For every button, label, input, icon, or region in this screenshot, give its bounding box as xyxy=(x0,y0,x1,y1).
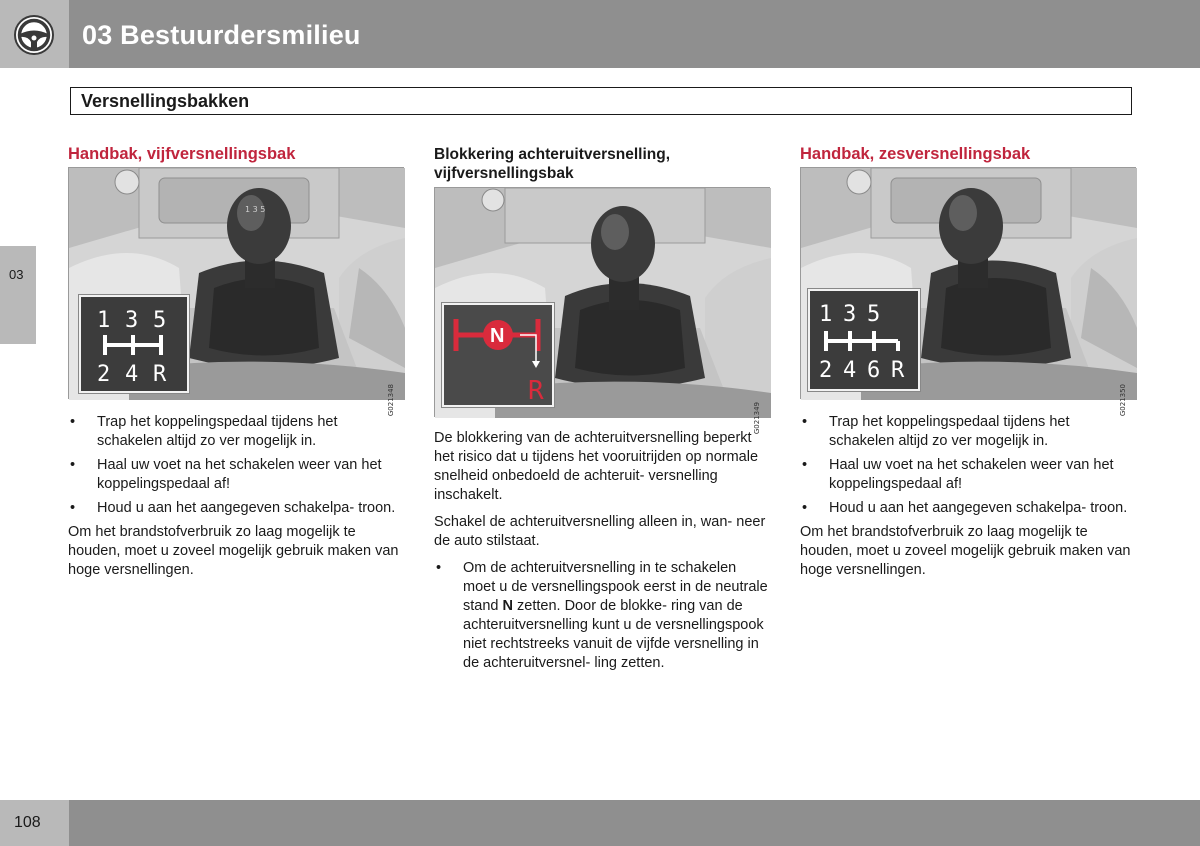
svg-text:1 3 5: 1 3 5 xyxy=(245,205,266,214)
page-number: 108 xyxy=(14,814,41,831)
reverse-lock-diagram xyxy=(442,303,554,407)
figure-code: G021349 xyxy=(753,402,761,435)
bullet-dot: • xyxy=(436,560,442,576)
column-reverse-lock xyxy=(434,145,770,678)
bullet-list xyxy=(434,559,770,673)
pattern-top-1: 1 xyxy=(97,308,111,333)
figure-five-speed xyxy=(68,167,404,417)
chapter-header xyxy=(0,0,1200,68)
pattern-bottom-6: 6 xyxy=(867,358,881,383)
pattern-top-5: 5 xyxy=(153,308,167,333)
reverse-label: R xyxy=(528,376,544,406)
pattern-top-1: 1 xyxy=(819,302,833,327)
figure-reverse-lock xyxy=(434,187,770,435)
bullet-list xyxy=(800,413,1136,518)
heading-reverse-lock: Blokkering achteruitversnelling, vijfversnellingsbak xyxy=(434,146,671,182)
list-item: • Om de achteruitversnelling in te schakelen moet u de versnellingspook eerst in de neutrale stand N zetten. Door de blokke- ring van de achteruitversnelling kunt u de versnellingspook niet rechtstreeks vanuit de vijfde versnelling in de achteruitversnel- ling zetten. xyxy=(436,560,768,671)
chapter-side-tab xyxy=(0,246,36,344)
pattern-bottom-4: 4 xyxy=(843,358,857,383)
body-paragraph: Schakel de achteruitversnelling alleen in, wan- neer de auto stilstaat. xyxy=(434,514,766,549)
steering-wheel-icon xyxy=(13,14,55,56)
figure-six-speed xyxy=(800,167,1136,417)
pattern-bottom-r: R xyxy=(891,358,905,383)
shift-pattern-six-speed xyxy=(808,289,920,391)
pattern-bottom-2: 2 xyxy=(97,362,111,387)
shift-pattern-five-speed xyxy=(79,295,189,393)
heading-five-speed: Handbak, vijfversnellingsbak xyxy=(68,145,296,163)
bullet-dot: • xyxy=(802,414,808,430)
body-paragraph: Om het brandstofverbruik zo laag mogelijk te houden, moet u zoveel mogelijk gebruik maken van hoge versnellingen. xyxy=(800,524,1131,578)
heading-six-speed: Handbak, zesversnellingsbak xyxy=(800,145,1031,163)
pattern-top-5: 5 xyxy=(867,302,881,327)
neutral-label: N xyxy=(490,325,505,347)
pattern-top-3: 3 xyxy=(125,308,139,333)
bullet-list xyxy=(68,413,404,518)
column-five-speed xyxy=(68,145,404,586)
bullet-dot: • xyxy=(70,457,76,473)
list-item: • Haal uw voet na het schakelen weer van het koppelingspedaal af! xyxy=(802,457,1114,492)
bullet-dot: • xyxy=(70,414,76,430)
pattern-bottom-2: 2 xyxy=(819,358,833,383)
bullet-dot: • xyxy=(802,500,808,516)
body-paragraph: Om het brandstofverbruik zo laag mogelijk te houden, moet u zoveel mogelijk gebruik maken van hoge versnellingen. xyxy=(68,524,399,578)
list-item: • Trap het koppelingspedaal tijdens het schakelen altijd zo ver mogelijk in. xyxy=(70,414,338,449)
list-item: • Houd u aan het aangegeven schakelpa- troon. xyxy=(70,500,396,516)
column-six-speed xyxy=(800,145,1136,586)
footer-page-area xyxy=(0,800,69,846)
bullet-dot: • xyxy=(70,500,76,516)
list-item: • Houd u aan het aangegeven schakelpa- troon. xyxy=(802,500,1128,516)
side-tab-label: 03 xyxy=(9,267,24,282)
section-title-box xyxy=(70,87,1132,115)
neutral-bold: N xyxy=(502,598,513,614)
page-footer xyxy=(0,800,1200,846)
pattern-top-3: 3 xyxy=(843,302,857,327)
list-item: • Trap het koppelingspedaal tijdens het schakelen altijd zo ver mogelijk in. xyxy=(802,414,1070,449)
bullet-dot: • xyxy=(802,457,808,473)
list-item: • Haal uw voet na het schakelen weer van het koppelingspedaal af! xyxy=(70,457,382,492)
header-icon-area xyxy=(0,0,69,68)
pattern-bottom-4: 4 xyxy=(125,362,139,387)
figure-code: G021350 xyxy=(1119,384,1127,417)
pattern-bottom-r: R xyxy=(153,362,167,387)
chapter-title: 03 Bestuurdersmilieu xyxy=(82,20,361,50)
figure-code: G021348 xyxy=(387,384,395,417)
section-title: Versnellingsbakken xyxy=(81,91,250,111)
shift-diagram xyxy=(81,297,187,391)
body-paragraph: De blokkering van de achteruitversnelling beperkt het risico dat u tijdens het vooruitrijden op normale snelheid onbedoeld de achteruit- versnelling inschakelt. xyxy=(434,430,759,503)
